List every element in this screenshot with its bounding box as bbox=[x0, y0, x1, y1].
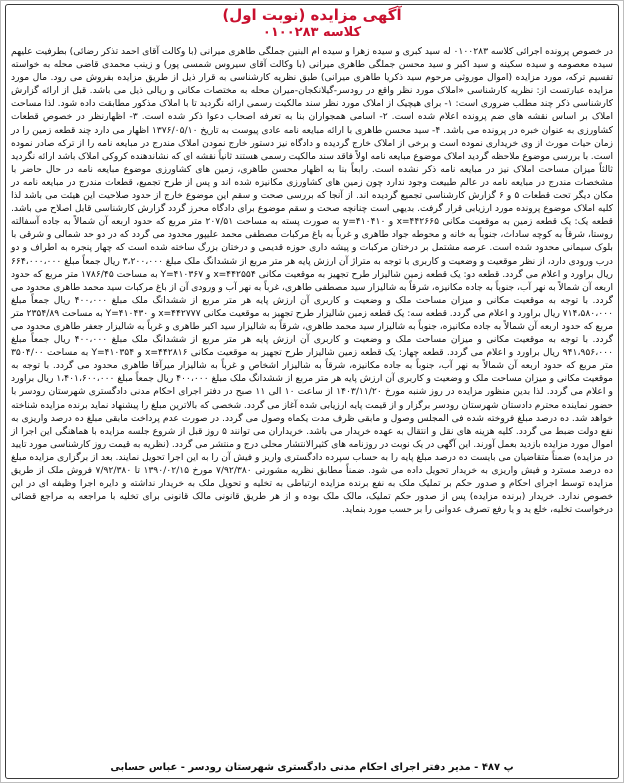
notice-title: آگهی مزایده (نوبت اول) bbox=[222, 6, 402, 24]
notice-body: در خصوص پرونده اجرائی کلاسه ۰۱۰۰۲۸۳ له سید کبری و سیده زهرا و سیده ام البنین جملگی طاهری میرانی (با وکالت آقای احمد تذکر رضائی) بطرفیت علیهم سیده معصومه و سیده سکینه و سید اکبر و سید محسن جملگی طاهری میرانی (با وکالت آقای سیروس شمسی پور) و زینب محمدی قاضی محله به خواسته تقسیم ترکه، مورد مزایده (اموال موروثی مرحوم سید ذکریا طاهری میرانی) طبق نظریه کارشناسی به قرار ذیل از طریق مزایده بفروش می رود. مال مورد مزایده عبارتست از: نظریه کارشناسی «املاک مورد نظر واقع در رودسر-گیلانکجان-میران محله به مختصات مکانی و ریالی ذیل می باشد. قبل از ارائه گزارش کارشناسی ذکر چند مطلب ضروری است: ۱- برای هیچیک از املاک مورد نظر سند مالکیت رسمی ارائه نگردید تا با املاک مذکور مطابقت داده شود. لذا مساحت املاک بر اساس نقشه های ضم پرونده اعلام شده است. ۲- اسامی همجواران بنا به تعرفه اصحاب دعوا ذکر شده است. ۳- اظهارنظر در خصوص قطعات کشاورزی به عنوان خبره در پرونده می باشد. ۴- سید محسن طاهری با ارائه مبایعه نامه عادی پیوست به تاریخ ۱۳۷۶/۰۵/۱۰ اظهار می دارد چند قطعه زمین را در زمان حیات مورث از وی خریداری نموده است و برخی از املاک خارج گردیده و دادگاه نیز دستور خارج نمودن املاک مندرج در مبایعه نامه را از ترکه صادر نموده است. با بررسی موضوع ملاحظه گردید املاک موضوع مبایعه نامه اولاً فاقد سند مالکیت رسمی هستند ثانیاً نقشه ای که نشاندهنده کروکی املاک باشد ارائه نگردید ثالثاً میزان مساحت املاک نیز در مبایعه نامه ذکر نشده است. رابعاً بنا به اظهار محسن طاهری، زمین های کشاورزی موضوع مبایعه نامه در حال حاضر با مشخصات مندرج در مبایعه نامه در عالم طبیعت وجود ندارد چون زمین های کشاورزی مکانیزه شده اند و پس از طرح تجمیع، قطعات مندرج در مبایعه نامه در مکان دیگر تحت قطعات ۵ و ۶ گزارش کارشناسی تجمیع گردیده اند. از آنجا که بررسی صحت و سقم این موضوع خارج از حدود صلاحیت این هیئت می باشد لذا کلیه املاک موضوع پرونده مورد ارزیابی قرار گرفت. بدیهی است چنانچه صحت و سقم موضوع برای دادگاه محرز گردد گزارش کارشناسی قابل اصلاح می باشد. قطعه یک: یک قطعه زمین به موقعیت مکانی x=۴۴۲۶۶۵ و y=۴۱۰۴۱۰ به صورت پسته به مساحت ۲۰۷/۵۱ متر مربع که حدود اربعه آن شمالاً به جاده آسفالته روستا، شرقاً به کوچه ساداث، جنوباً به خانه و محوطه جواد طاهری و غرباً به باغ مرکبات مصطفی محمد علیپور محدود می گردد که در دو حد شمالی و شرقی با بلوک سیمانی محدود شده است. عرصه مشتمل بر درختان مرکبات و پیشه داری حوزه قدیمی و درختان بزرگ ساخته شده است که چهار پنجره به اطراف و دو درب ورودی دارد، از نظر موقعیت و وضعیت و کاربری با توجه به متراژ آن ارزش پایه هر متر مربع از ششدانگ ملک مبلغ ۳،۲۰۰،۰۰۰ ریال جمعاً مبلغ ۶۶۴،۰۰۰،۰۰۰ ریال براورد و اعلام می گردد. قطعه دو: یک قطعه زمین شالیزار طرح تجهیز به موقعیت مکانی x=۴۴۲۵۵۴ و Y=۴۱۰۳۶۷ به مساحت ۱۷۸۶/۴۵ متر مربع که حدود اربعه آن شمالاً به نهر آب، جنوباً به جاده مکانیزه، شرقاً به شالیزار سید مصطفی طاهری، غرباً به نهر آب و ورودی آن از باغ مرکبات سید محمد طاهری محدود می گردد. با توجه به موقعیت مکانی و میزان مساحت ملک و وضعیت و کاربری آن ارزش پایه هر متر مربع از ششدانگ ملک مبلغ ۴۰۰،۰۰۰ ریال جمعاً مبلغ ۷۱۴،۵۸۰،۰۰۰ ریال براورد و اعلام می گردد. قطعه سه: یک قطعه زمین شالیزار طرح تجهیز به موقعیت مکانی x=۴۴۲۷۷۷ و Y=۴۱۰۴۳۰ به مساحت ۲۳۵۴/۸۹ متر مربع که حدود اربعه آن شمالاً به جاده مکانیزه، جنوباً به شالیزار سید محمد طاهری، شرقاً به شالیزار سید اکبر طاهری و غرباً به شالیزار جعفر طاهری محدود می گردد. با توجه به موقعیت مکانی و میزان مساحت ملک و وضعیت و کاربری آن ارزش پایه هر متر مربع از ششدانگ ملک مبلغ ۴۰۰،۰۰۰ ریال جمعاً مبلغ ۹۴۱،۹۵۶،۰۰۰ ریال براورد و اعلام می گردد. قطعه چهار: یک قطعه زمین شالیزار طرح تجهیز به موقعیت مکانی x=۴۴۲۸۱۶ و Y=۴۱۰۳۵۴ به مساحت ۳۵۰۴/۰۰ متر مربع که حدود اربعه آن شمالاً به نهر آب، جنوباً به جاده مکانیزه، شرقاً به شالیزار اشخاص و غرباً به شالیزار میرآقا طاهری محدود می گردد. با توجه به موقعیت مکانی و میزان مساحت ملک و وضعیت و کاربری آن ارزش پایه هر متر مربع از ششدانگ ملک مبلغ ۴۰۰،۰۰۰ ریال جمعاً مبلغ ۱،۴۰۱،۶۰۰،۰۰۰ ریال براورد و اعلام می گردد. لذا بدین منظور مزایده در روز شنبه مورخ ۱۴۰۳/۱۱/۲۰ از ساعت ۱۰ الی ۱۱ صبح در دفتر اجرای احکام مدنی دادگستری شهرستان رودسر با حضور نماینده محترم دادستان شهرستان رودسر برگزار و از قیمت پایه ارزیابی شده آغاز می گردد. شخصی که بالاترین مبلغ را پیشنهاد نماید برنده مزایده شناخته خواهد شد. ده درصد مبلغ فروخته شده فی المجلس وصول و مابقی ظرف مدت یکماه وصول می گردد. در صورت عدم پرداخت مابقی مبلغ ده درصد واریزی به نفع دولت ضبط می گردد. کلیه هزینه های نقل و انتقال به عهده خریدار می باشد. خریداران می توانند ۵ روز قبل از شروع جلسه مزایده با هماهنگی این اجرا از اموال مورد مزایده بازدید بعمل آورند. این آگهی در یک نوبت در روزنامه های کثیرالانتشار محلی درج و منتشر می گردد. (نظریه به قیمت روز کارشناسی مورد تایید در مزایده) ضمناً متقاضیان می بایست ده درصد مبلغ پایه را به حساب سپرده دادگستری واریز و فیش آن را به این اجرا تحویل نمایند. بعد از برگزاری مزایده مبلغ ده درصد مسترد و فیش واریزی به خریدار تحویل داده می شود. ضمناً مطابق نظریه مشورتی ۷/۹۲/۳۸۰ مورخ ۱۳۹۰/۰۲/۱۵ تا ۷/۹۲/۳۸۰ فروش ملک از طریق مزایده توسط اجرای احکام و صدور حکم بر تملیک ملک به نفع برنده مزایده ارتباطی به تخلیه و تحویل ملک به خریدار نداشته و دایره اجرا وظیفه ای در این خصوص ندارد. خریدار (برنده مزایده) پس از صدور حکم تملیک، مالک ملک بوده و از هر طریق قانونی مالک قانونی برای تخلیه با مراجعه به مراجع قضائی درخواست تخلیه، خلع ید و یا رفع تصرف عدوانی را بر حسب مورد بنماید. bbox=[11, 46, 614, 516]
notice-signature: پ ۴۸۷ - مدیر دفتر اجرای احکام مدنی دادگستری شهرستان رودسر - عباس حسابی bbox=[110, 762, 514, 773]
case-number: کلاسه ۰۱۰۰۲۸۳ bbox=[262, 25, 362, 40]
notice-header bbox=[1, 7, 623, 40]
